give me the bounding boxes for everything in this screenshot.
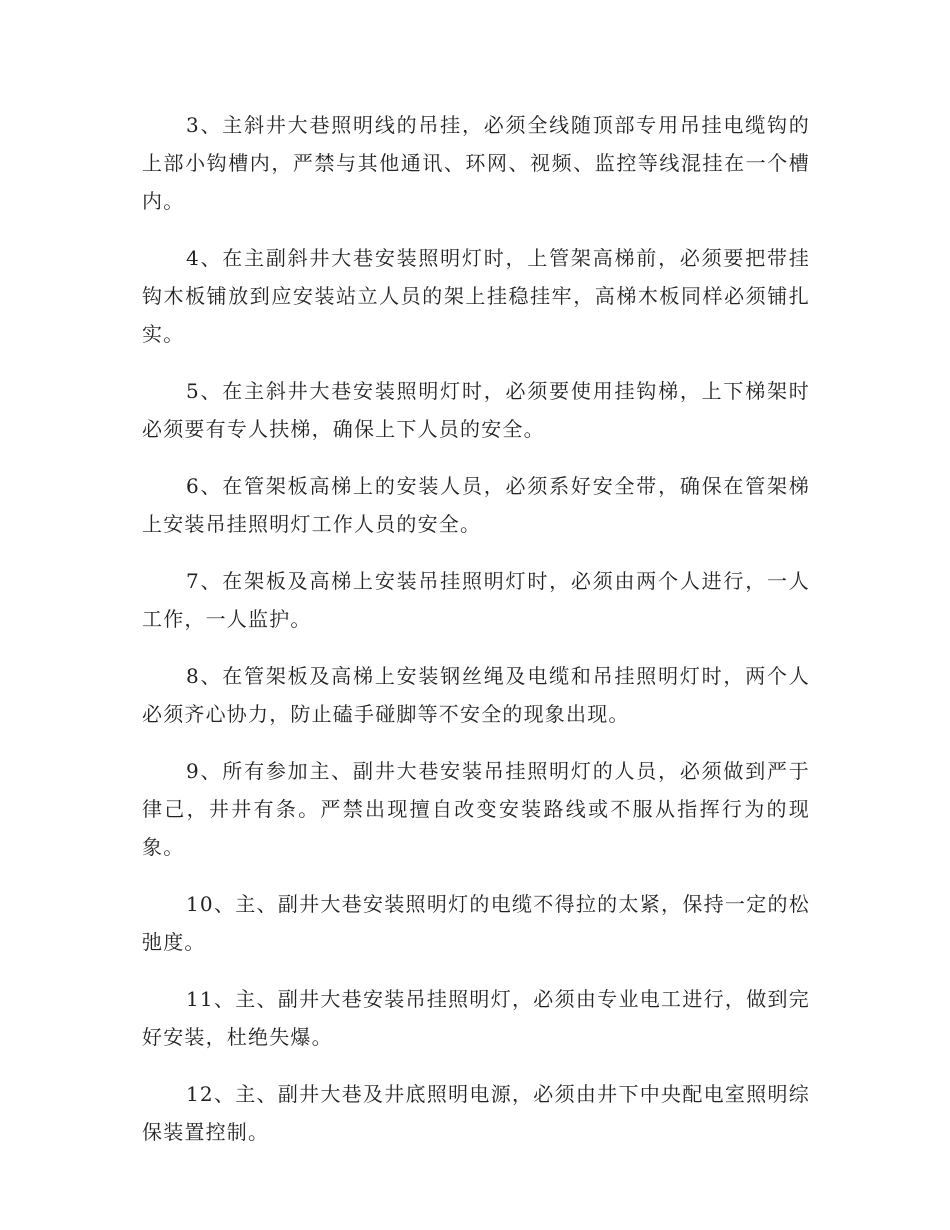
paragraph-item-8: 8、在管架板及高梯上安装钢丝绳及电缆和吊挂照明灯时，两个人必须齐心协力，防止磕手碰脚等不安全的现象出现。 <box>142 664 810 726</box>
paragraph-item-7: 7、在架板及高梯上安装吊挂照明灯时，必须由两个人进行，一人工作，一人监护。 <box>142 569 810 631</box>
paragraph-item-5: 5、在主斜井大巷安装照明灯时，必须要使用挂钩梯，上下梯架时必须要有专人扶梯，确保上下人员的安全。 <box>142 379 810 441</box>
paragraph-item-10: 10、主、副井大巷安装照明灯的电缆不得拉的太紧，保持一定的松弛度。 <box>142 892 810 954</box>
paragraph-item-6: 6、在管架板高梯上的安装人员，必须系好安全带，确保在管架梯上安装吊挂照明灯工作人员的安全。 <box>142 474 810 536</box>
paragraph-item-4: 4、在主副斜井大巷安装照明灯时，上管架高梯前，必须要把带挂钩木板铺放到应安装站立人员的架上挂稳挂牢，高梯木板同样必须铺扎实。 <box>142 246 810 346</box>
paragraph-item-11: 11、主、副井大巷安装吊挂照明灯，必须由专业电工进行，做到完好安装，杜绝失爆。 <box>142 987 810 1049</box>
paragraph-item-9: 9、所有参加主、副井大巷安装吊挂照明灯的人员，必须做到严于律己，井井有条。严禁出现擅自改变安装路线或不服从指挥行为的现象。 <box>142 759 810 859</box>
paragraph-item-12: 12、主、副井大巷及井底照明电源，必须由井下中央配电室照明综保装置控制。 <box>142 1082 810 1144</box>
paragraph-item-3: 3、主斜井大巷照明线的吊挂，必须全线随顶部专用吊挂电缆钩的上部小钩槽内，严禁与其他通讯、环网、视频、监控等线混挂在一个槽内。 <box>142 113 810 213</box>
document-body <box>142 106 810 1170</box>
